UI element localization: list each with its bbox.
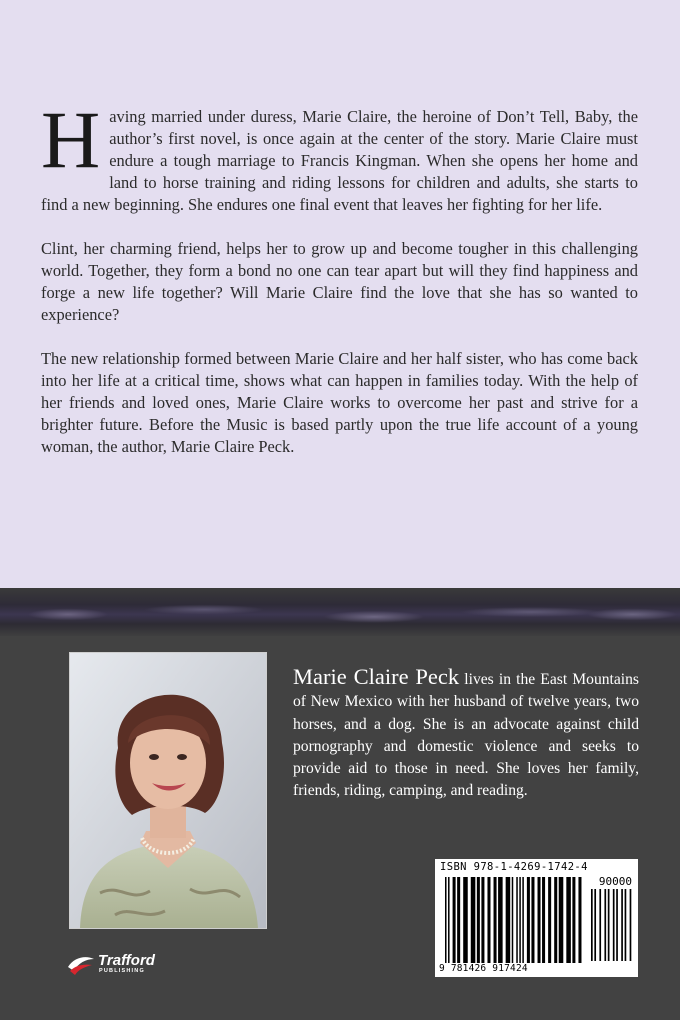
- barcode-bar: [522, 877, 524, 963]
- addon-barcode-bar: [613, 889, 615, 961]
- barcode-bar: [477, 877, 480, 963]
- isbn-barcode: [435, 859, 638, 977]
- barcode-bar: [538, 877, 541, 963]
- addon-barcode-bar: [591, 889, 593, 961]
- barcode-bar: [487, 877, 490, 963]
- addon-barcode-bar: [608, 889, 610, 961]
- barcode-bar: [506, 877, 511, 963]
- book-blurb: [41, 94, 638, 480]
- barcode-bar: [471, 877, 476, 963]
- author-name: Marie Claire Peck: [293, 664, 460, 689]
- publisher-tagline: PUBLISHING: [99, 968, 145, 974]
- barcode-bar: [548, 877, 551, 963]
- barcode-bar: [542, 877, 545, 963]
- author-bio: [293, 666, 639, 803]
- ean-digits: 9 781426 917424: [439, 963, 528, 974]
- blurb-paragraph-1: [41, 94, 638, 216]
- barcode-bar: [448, 877, 450, 963]
- barcode-bar: [512, 877, 514, 963]
- addon-barcode-bar: [621, 889, 623, 961]
- blurb-paragraph-1-text: aving married under duress, Marie Claire, the heroine of Don’t Tell, Baby, the author’s first novel, is once again at the center of the story. Marie Claire must endure a tough marriage to Francis Kingman. When she opens her home and land to horse training and riding lessons for children and adults, she starts to find a new beginning. She endures one final event that leaves her fighting for her life.: [41, 107, 638, 214]
- addon-barcode-bar: [604, 889, 606, 961]
- addon-barcode-bar: [616, 889, 618, 961]
- barcode-bar: [572, 877, 575, 963]
- barcode-bar: [559, 877, 564, 963]
- author-photo: [69, 652, 267, 929]
- publisher-name: Trafford: [98, 952, 155, 969]
- barcode-bar: [554, 877, 557, 963]
- barcode-bar: [578, 877, 581, 963]
- blurb-paragraph-2: Clint, her charming friend, helps her to grow up and become tougher in this challenging world. Together, they form a bond no one can tear apart but will they find happiness and forge a new life together? Will Marie Claire find the love that she has so wanted to experience?: [41, 239, 638, 324]
- barcode-bar: [531, 877, 534, 963]
- decorative-divider-band: [0, 588, 680, 636]
- barcode-bar: [566, 877, 571, 963]
- barcode-bar: [481, 877, 484, 963]
- barcode-bars: [435, 859, 638, 977]
- barcode-bar: [498, 877, 503, 963]
- addon-barcode-bar: [630, 889, 632, 961]
- barcode-bar: [527, 877, 530, 963]
- addon-barcode-bar: [599, 889, 601, 961]
- drop-cap-letter: H: [41, 94, 101, 185]
- isbn-number: ISBN 978-1-4269-1742-4: [440, 861, 588, 873]
- addon-barcode-bar: [625, 889, 627, 961]
- publisher-logo: [66, 951, 186, 979]
- barcode-bar: [516, 877, 518, 963]
- trafford-swoosh-icon: [66, 951, 96, 977]
- barcode-bar: [457, 877, 460, 963]
- barcode-bar: [494, 877, 497, 963]
- barcode-bar: [463, 877, 468, 963]
- addon-barcode-bar: [594, 889, 596, 961]
- barcode-bar: [445, 877, 447, 963]
- blurb-paragraph-3: The new relationship formed between Marie Claire and her half sister, who has come back into her life at a critical time, shows what can happen in families today. With the help of her friends and loved ones, Marie Claire works to overcome her past and strive for a brighter future. Before the Music is based partly upon the true life account of a young woman, the author, Marie Claire Peck.: [41, 349, 638, 456]
- barcode-bar: [519, 877, 521, 963]
- author-bio-text: lives in the East Mountains of New Mexico with her husband of twelve years, two horses, and a dog. She is an advocate against child pornography and domestic violence and seeks to provide aid to those in need. She loves her family, friends, riding, camping, and reading.: [293, 671, 639, 800]
- price-code: 90000: [598, 875, 632, 888]
- author-portrait-illustration: [70, 653, 266, 928]
- barcode-bar: [453, 877, 456, 963]
